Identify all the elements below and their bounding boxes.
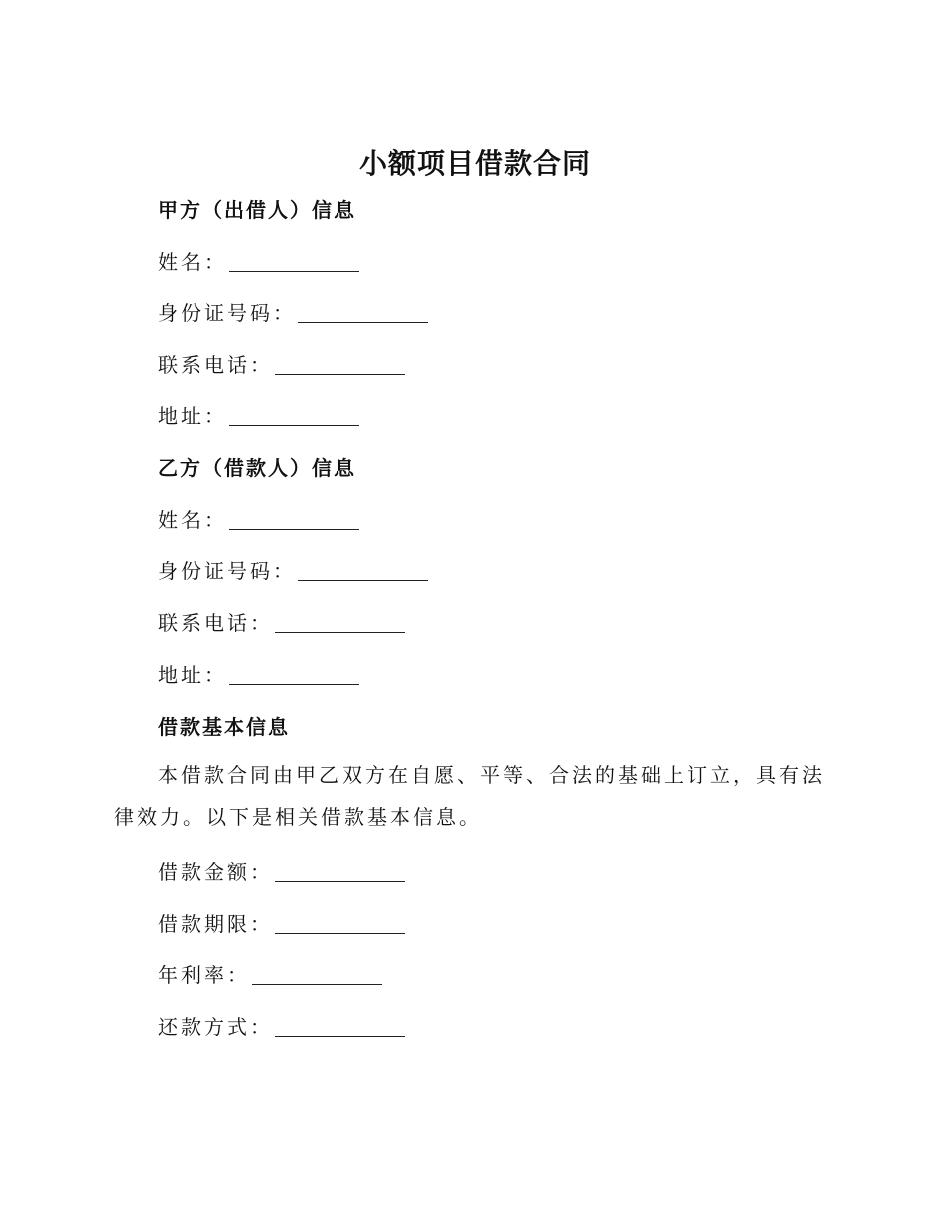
field-label: 身份证号码： [158, 301, 296, 325]
field-label: 身份证号码： [158, 559, 296, 583]
borrower-name-field [158, 504, 359, 533]
fill-in-blank [229, 251, 359, 272]
lender-name-field [158, 246, 359, 275]
field-label: 地址： [158, 404, 227, 428]
field-label: 借款期限： [158, 912, 273, 936]
fill-in-blank [275, 1016, 405, 1037]
lender-id-number-field [158, 297, 428, 326]
field-label: 联系电话： [158, 611, 273, 635]
fill-in-blank [229, 405, 359, 426]
fill-in-blank [298, 560, 428, 581]
field-label: 年利率： [158, 963, 250, 987]
field-label: 姓名： [158, 250, 227, 274]
loan-intro-paragraph: 本借款合同由甲乙双方在自愿、平等、合法的基础上订立，具有法律效力。以下是相关借款基本信息。 [114, 763, 825, 829]
loan-info-section-heading: 借款基本信息 [158, 715, 290, 739]
fill-in-blank [275, 612, 405, 633]
fill-in-blank [275, 354, 405, 375]
field-label: 联系电话： [158, 353, 273, 377]
repayment-method-field [158, 1011, 405, 1040]
fill-in-blank [229, 509, 359, 530]
field-label: 地址： [158, 663, 227, 687]
field-label: 还款方式： [158, 1015, 273, 1039]
loan-term-field [158, 908, 405, 937]
lender-section-heading: 甲方（出借人）信息 [158, 198, 356, 222]
fill-in-blank [298, 302, 428, 323]
page-title: 小额项目借款合同 [358, 147, 591, 180]
lender-phone-field [158, 349, 405, 378]
fill-in-blank [275, 913, 405, 934]
fill-in-blank [275, 861, 405, 882]
fill-in-blank [252, 964, 382, 985]
loan-amount-field [158, 856, 405, 885]
lender-address-field [158, 400, 359, 429]
annual-interest-rate-field [158, 959, 382, 988]
borrower-address-field [158, 659, 359, 688]
borrower-section-heading: 乙方（借款人）信息 [158, 456, 356, 480]
field-label: 借款金额： [158, 860, 273, 884]
borrower-id-number-field [158, 555, 428, 584]
field-label: 姓名： [158, 508, 227, 532]
fill-in-blank [229, 664, 359, 685]
borrower-phone-field [158, 607, 405, 636]
